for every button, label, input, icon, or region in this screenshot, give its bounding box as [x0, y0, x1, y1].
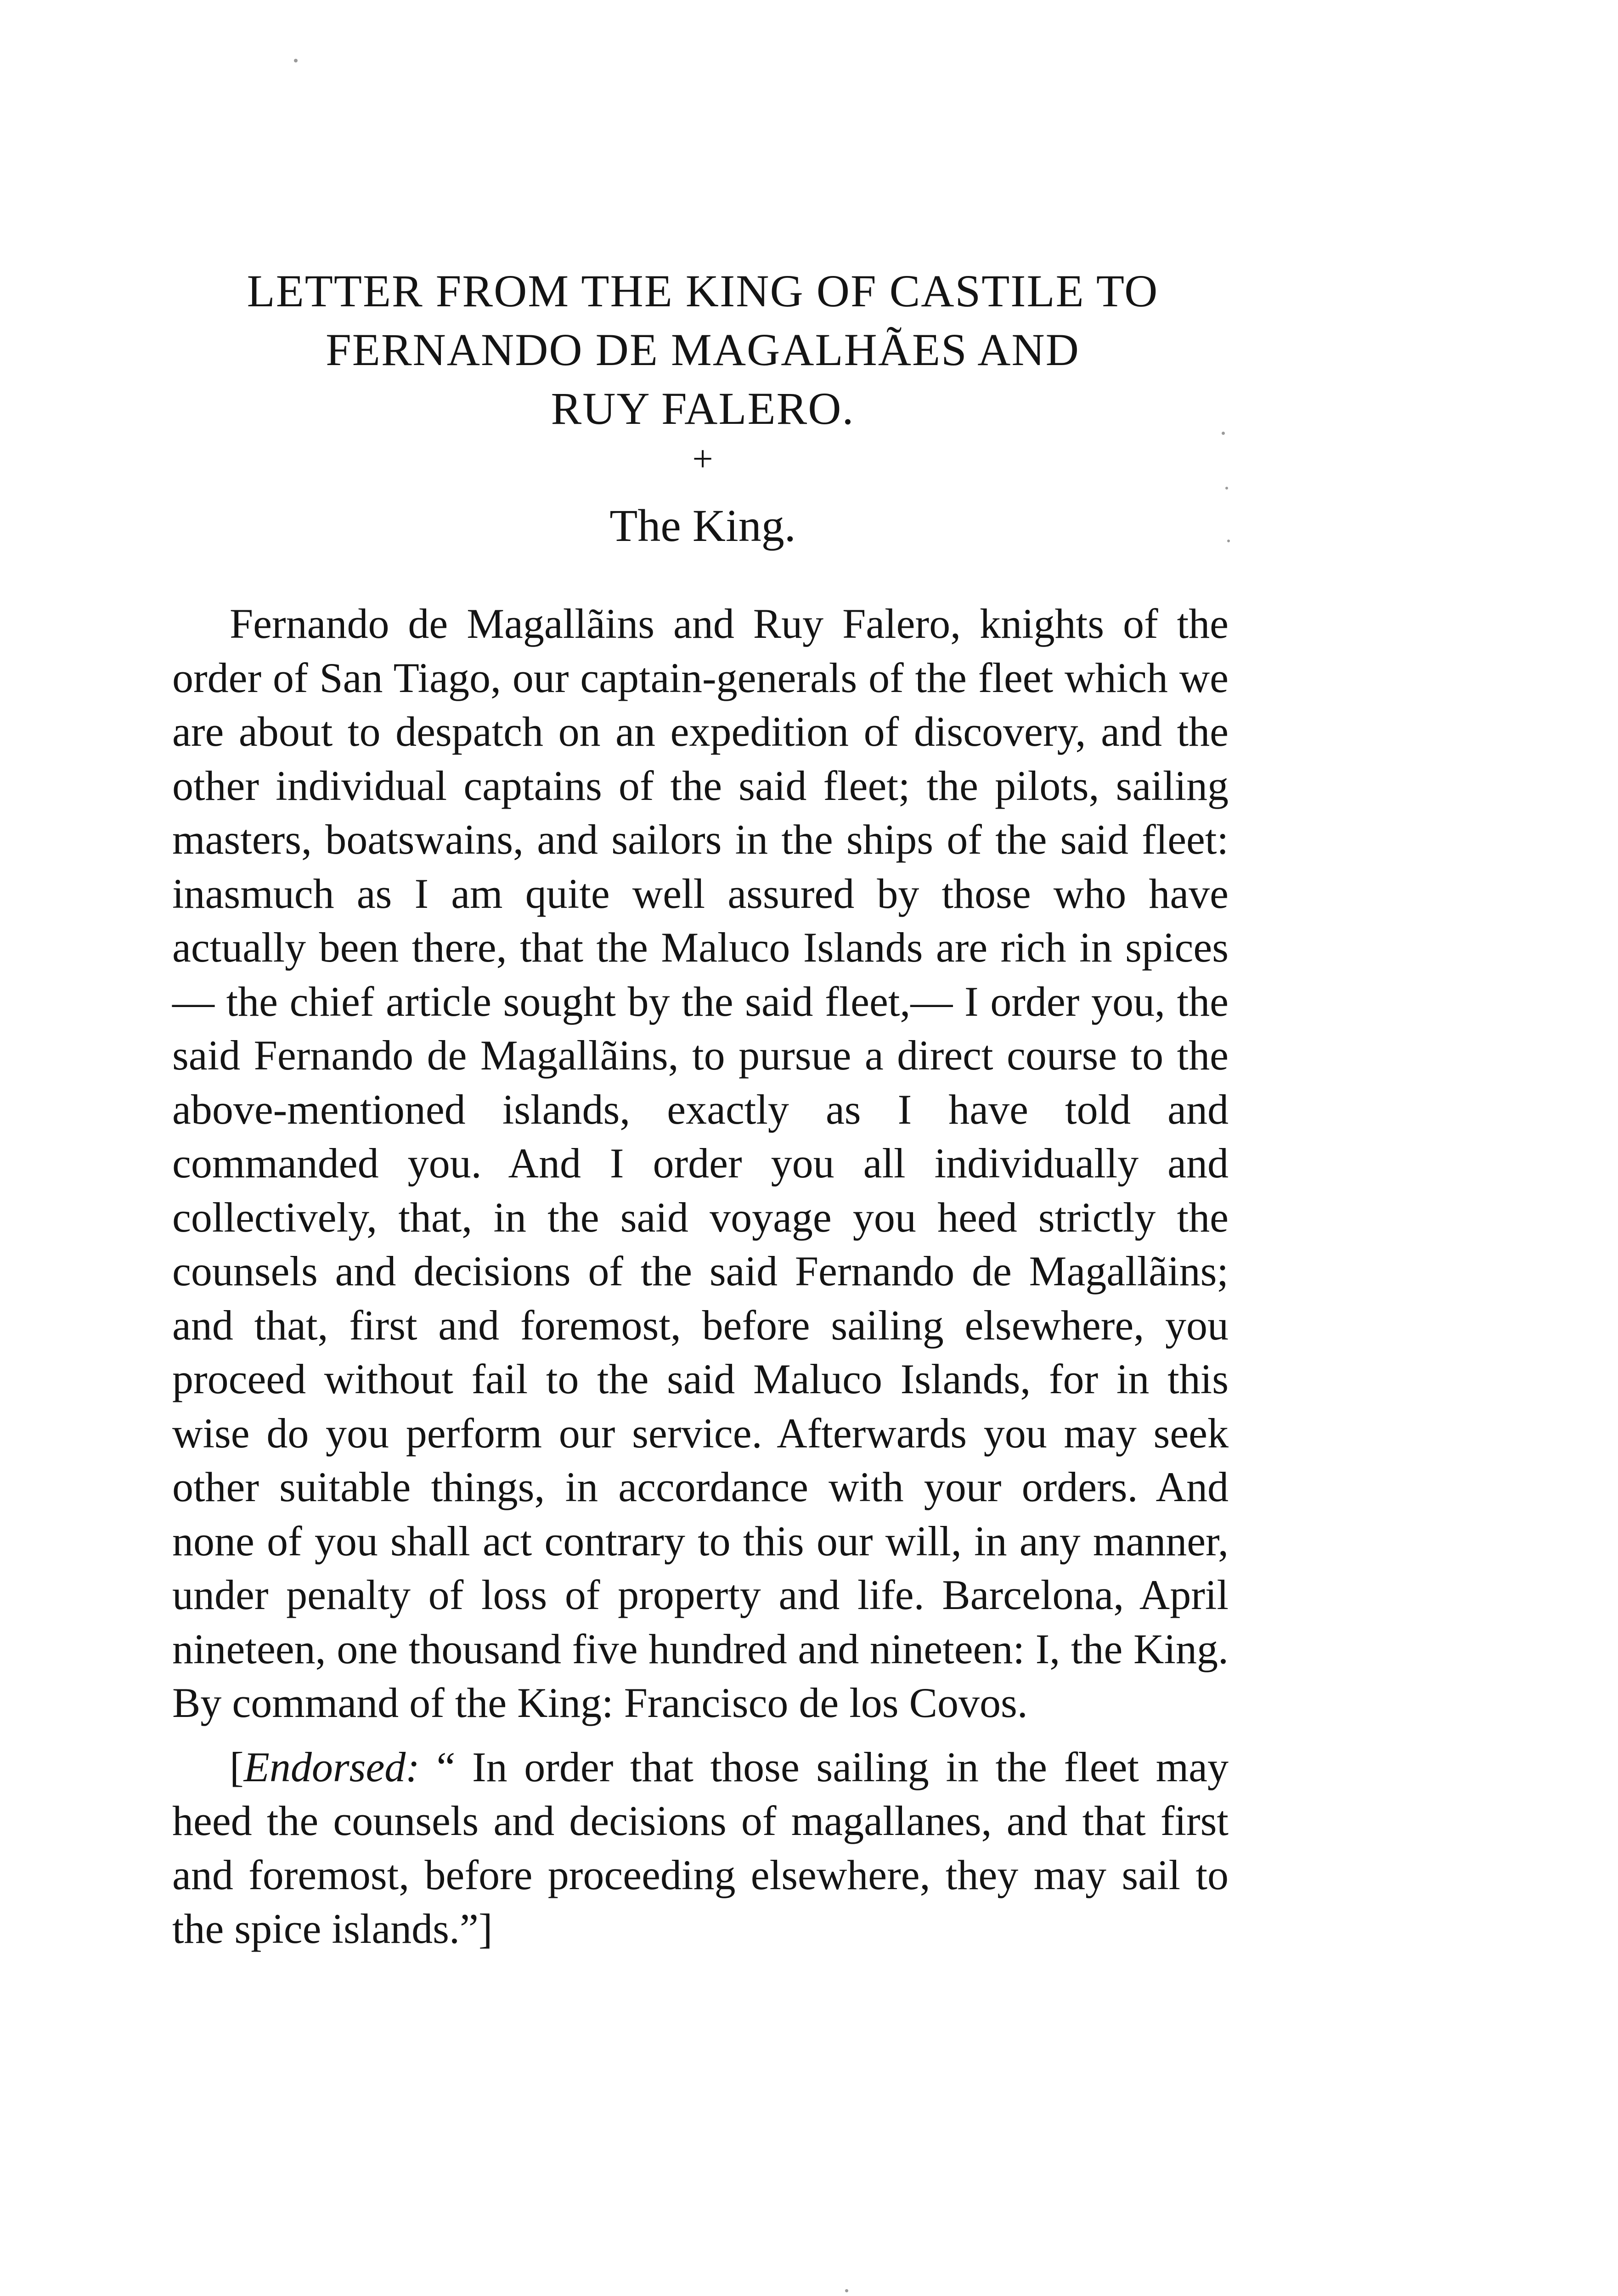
letter-paragraph: Fernando de Magallãins and Ruy Falero, knights of the order of San Tiago, our captain-generals of the fleet which we are about to despatch on an expedition of discovery, and the other individual captains of the said fleet; the pilots, sailing masters, boatswains, and sailors in the ships of the said fleet: inasmuch as I am quite well assured by those who have actually been there, that the Maluco Islands are rich in spices — the chief article sought by the said fleet,— I order you, the said Fernando de Magallãins, to pursue a direct course to the above-mentioned islands, exactly as I have told and commanded you. And I order you all individually and collectively, that, in the said voyage you heed strictly the counsels and decisions of the said Fernando de Magallãins; and that, first and foremost, before sailing elsewhere, you proceed without fail to the said Maluco Islands, for in this wise do you perform our service. Afterwards you may seek other suitable things, in accordance with your orders. And none of you shall act contrary to this our will, in any manner, under penalty of loss of property and life. Barcelona, April nineteen, one thousand five hundred and nineteen: I, the King. By command of the King: Francisco de los Covos.: [172, 600, 1229, 1726]
scan-speck: [845, 2289, 848, 2292]
title-line-3: RUY FALERO.: [551, 383, 855, 434]
scan-speck: [1225, 487, 1228, 490]
letter-body: [172, 597, 1229, 1956]
title-line-1: LETTER FROM THE KING OF CASTILE TO: [247, 265, 1159, 316]
salutation: The King.: [609, 500, 796, 551]
endorsement-paragraph: [172, 1740, 1229, 1956]
scan-speck: [294, 59, 298, 62]
cross-mark: +: [692, 439, 713, 479]
endorsement-text: “ In order that those sailing in the fleet may heed the counsels and decisions of magallanes, and that first and foremost, before proceeding elsewhere, they may sail to the spice islands.”]: [172, 1743, 1229, 1952]
scan-speck: [1227, 540, 1230, 542]
endorsement-label: Endorsed:: [243, 1743, 420, 1790]
endorsement-open-bracket: [: [230, 1743, 244, 1790]
scan-speck: [1222, 432, 1225, 435]
letter-title: [165, 262, 1240, 438]
title-line-2: FERNANDO DE MAGALHÃES AND: [326, 324, 1080, 375]
